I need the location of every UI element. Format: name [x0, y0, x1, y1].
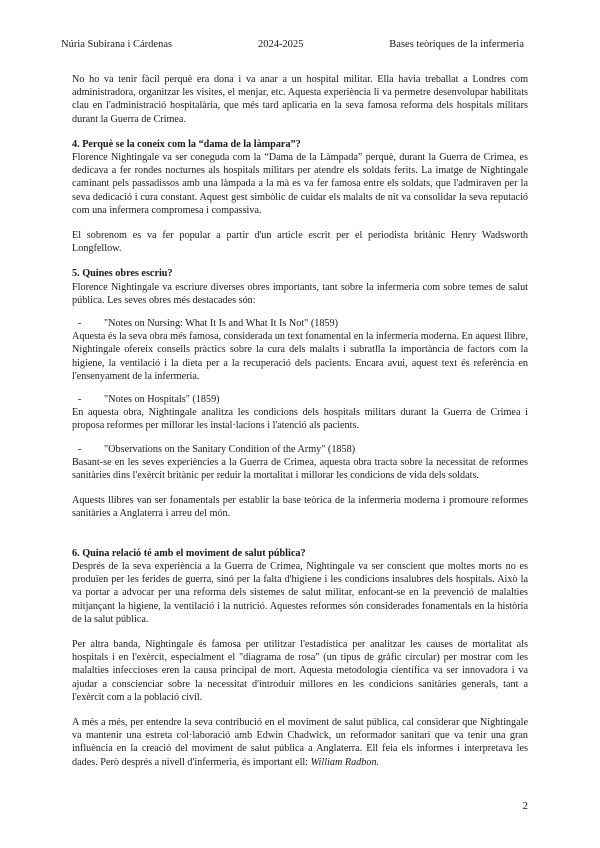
section-4-paragraph-1: Florence Nightingale va ser coneguda com la “Dama de la Làmpada” perquè, durant la Guerra de Crimea, es dedicava a fer rondes nocturnes als hospitals militars per atendre els soldats ferits. La imatge de Nightingale caminant pels passadissos amb una làmpada a la mà es va fer famosa entre els soldats, que l'admiraven per la seva dedicació i cura constant. Aquest gest simbòlic de cuidar els malalts de nit va consolidar la seva reputació com una infermera compromesa i compassiva. [72, 152, 528, 216]
section-5-intro: Florence Nightingale va escriure diverses obres importants, tant sobre la infermeria com sobre temes de salut pública. Les seves obres més destacades són: [72, 281, 528, 306]
section-4-paragraph-2: El sobrenom es va fer popular a partir d'un article escrit per el periodista britànic Henry Wadsworth Longfellow. [72, 230, 528, 255]
section-6-paragraph-2: Per altra banda, Nightingale és famosa per utilitzar l'estadística per analitzar les causes de mortalitat als hospitals i en l'exèrcit, especialment el "diagrama de rosa" (un tipus de gràfic circular) per mostrar com les malalties infeccioses eren la causa principal de mort. Aquesta metodologia científica va ser innovadora i va ajudar a conscienciar sobre la necessitat d'introduir millores en les condicions sanitàries generals, tant a l'exèrcit com a la població civil. [72, 638, 528, 703]
section-4-heading: 4. Perquè se la coneix com la “dama de la làmpara”? [72, 138, 301, 150]
work-description-2: En aquesta obra, Nightingale analitza les condicions dels hospitals militars durant la Guerra de Crimea i proposa reformes per millorar les instal·lacions i l'atenció als pacients. [72, 407, 528, 432]
section-6-paragraph-1: Després de la seva experiència a la Guerra de Crimea, Nightingale va ser conscient que moltes morts no es produïen per les ferides de guerra, sinó per la falta d'higiene i les condicions insalubres dels hospitals. Això la va portar a advocar per una reforma dels sistemes de salut militar, enfocant-se en la prevenció de malalties mitjançant la higiene, la ventilació i la nutrició. Aquestes reformes són considerades fonamentals en la història de la salut pública. [72, 560, 528, 625]
section-5-heading: 5. Quines obres escriu? [72, 268, 173, 280]
page-header [61, 38, 524, 51]
work-description-1: Aquesta és la seva obra més famosa, considerada un text fonamental en la infermeria moderna. En aquest llibre, Nightingale ofereix consells pràctics sobre la cura dels malalts i subratlla la importància de factors com la higiene, la ventilació i la dieta per a la recuperació dels pacients. Encara avui, aquest text és referència en l'ensenyament de la infermeria. [72, 331, 529, 382]
section-5-outro: Aquests llibres van ser fonamentals per establir la base teòrica de la infermeria moderna i promoure reformes sanitàries a Anglaterra i arreu del món. [72, 495, 528, 520]
work-item-title [72, 393, 528, 406]
work-title-3: "Observations on the Sanitary Condition of the Army" (1858) [104, 443, 356, 455]
author-name-italic: William Radbon. [310, 756, 380, 768]
header-year: 2024-2025 [257, 39, 304, 50]
section-6-paragraph-3 [72, 716, 528, 769]
work-title-1: "Notes on Nursing: What It Is and What It Is Not" (1859) [104, 318, 339, 330]
page-content [72, 73, 528, 769]
header-course: Bases teòriques de la infermeria [389, 39, 524, 50]
work-title-2: "Notes on Hospitals" (1859) [104, 394, 220, 406]
list-dash: - [78, 318, 82, 330]
page-number: 2 [522, 800, 528, 812]
paragraph-3-text: A més a més, per entendre la seva contribució en el moviment de salut pública, cal considerar que Nightingale va mantenir una estreta col·laboració amb Edwin Chadwick, un reformador sanitari que va tenir una gran influència en la creació del moviment de salut pública a Anglaterra. Ell feia els informes i interpretava les dades. Però després a nivell d'infermeria, és important ell: [72, 716, 528, 768]
section-6-heading: 6. Quina relació té amb el moviment de salut pública? [72, 547, 306, 559]
work-item-title [72, 317, 528, 330]
list-dash: - [78, 394, 82, 406]
work-item-title [72, 443, 528, 456]
work-description-3: Basant-se en les seves experiències a la Guerra de Crimea, aquesta obra tracta sobre la necessitat de reformes sanitàries dins l'exèrcit britànic per reduir la mortalitat i millorar les condicions de vida dels soldats. [72, 456, 528, 482]
intro-paragraph: No ho va tenir fàcil perquè era dona i va anar a un hospital militar. Ella havia treballat a Londres com administradora, organitzar les visites, el menjar, etc. Aquesta experiència li va permetre desenvolupar habilitats clau en l'administració hospitalària, que més tard aplicaria en la seva famosa reforma dels hospitals militars durant la Guerra de Crimea. [72, 74, 528, 125]
list-dash: - [78, 443, 82, 455]
header-author: Núria Subirana i Cárdenas [61, 39, 173, 50]
